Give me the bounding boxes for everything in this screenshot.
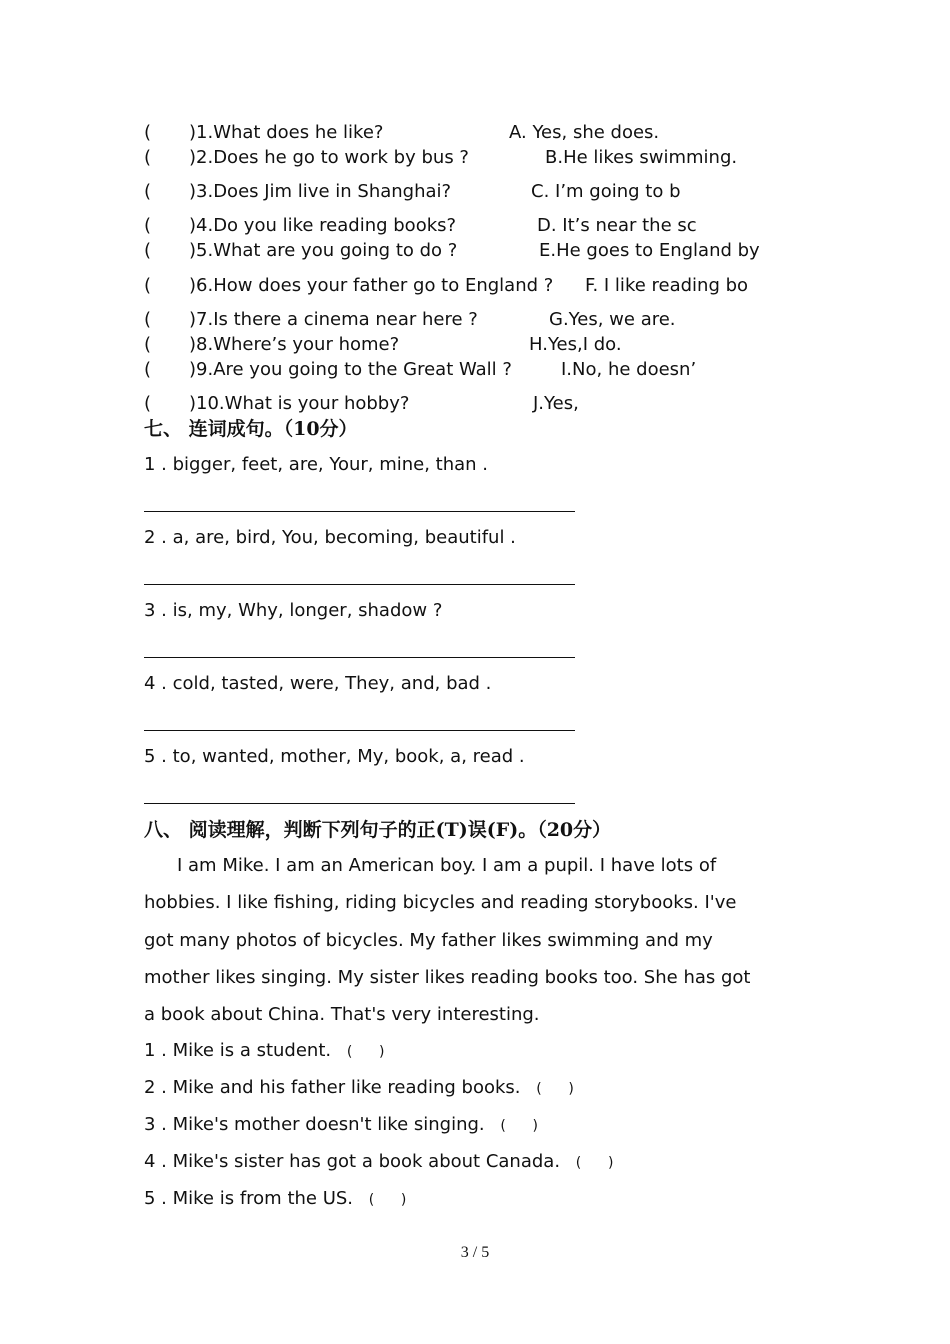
answer-d: D. It’s near the sc	[537, 215, 697, 236]
answer-f: F. I like reading bo	[585, 275, 749, 296]
passage-line-2: hobbies. I like fishing, riding bicycles and reading storybooks. I've	[144, 892, 737, 913]
q1-text: )1.What does he like?	[189, 122, 384, 143]
section-7-heading: 七、 连词成句。（10分）	[144, 418, 358, 440]
answer-a: A. Yes, she does.	[509, 122, 660, 143]
statement-5	[144, 1188, 406, 1211]
answer-i: I.No, he doesn’	[561, 359, 697, 380]
answer-line-1	[144, 511, 575, 512]
statement-2-blank: ( )	[536, 1081, 574, 1097]
sentence-item-2: 2 . a, are, bird, You, becoming, beautiful .	[144, 527, 516, 548]
q7-text: )7.Is there a cinema near here ?	[189, 309, 478, 330]
answer-line-3	[144, 657, 575, 658]
q9-open-paren: (	[144, 359, 152, 380]
answer-b: B.He likes swimming.	[545, 147, 738, 168]
q7-open-paren: (	[144, 309, 152, 330]
q4-open-paren: (	[144, 215, 152, 236]
statement-3	[144, 1114, 538, 1137]
answer-line-5	[144, 803, 575, 804]
q9-text: )9.Are you going to the Great Wall ?	[189, 359, 512, 380]
statement-1-text: 1 . Mike is a student.	[144, 1040, 332, 1061]
sentence-item-1: 1 . bigger, feet, are, Your, mine, than .	[144, 454, 489, 475]
q2-text: )2.Does he go to work by bus ?	[189, 147, 469, 168]
answer-g: G.Yes, we are.	[549, 309, 676, 330]
sentence-item-3: 3 . is, my, Why, longer, shadow ?	[144, 600, 443, 621]
q6-text: )6.How does your father go to England ?	[189, 275, 554, 296]
q10-text: )10.What is your hobby?	[189, 393, 410, 414]
q8-text: )8.Where’s your home?	[189, 334, 400, 355]
section-8-heading: 八、 阅读理解，判断下列句子的正(T)误(F)。（20分）	[144, 819, 612, 841]
statement-2-text: 2 . Mike and his father like reading books.	[144, 1077, 521, 1098]
q1-open-paren: (	[144, 122, 152, 143]
q2-open-paren: (	[144, 147, 152, 168]
passage-line-4: mother likes singing. My sister likes reading books too. She has got	[144, 967, 751, 988]
answer-line-4	[144, 730, 575, 731]
answer-line-2	[144, 584, 575, 585]
q10-open-paren: (	[144, 393, 152, 414]
answer-c: C. I’m going to b	[531, 181, 681, 202]
statement-1-blank: ( )	[346, 1044, 385, 1060]
q4-text: )4.Do you like reading books?	[189, 215, 457, 236]
statement-4	[144, 1151, 613, 1174]
statement-1	[144, 1040, 384, 1063]
q8-open-paren: (	[144, 334, 152, 355]
statement-4-blank: ( )	[575, 1155, 614, 1171]
q5-open-paren: (	[144, 240, 152, 261]
statement-3-text: 3 . Mike's mother doesn't like singing.	[144, 1114, 485, 1135]
answer-e: E.He goes to England by	[539, 240, 760, 261]
statement-3-blank: ( )	[500, 1118, 538, 1134]
statement-5-blank: ( )	[368, 1192, 407, 1208]
statement-2	[144, 1077, 574, 1100]
q3-open-paren: (	[144, 181, 152, 202]
q6-open-paren: (	[144, 275, 152, 296]
passage-line-1: I am Mike. I am an American boy. I am a pupil. I have lots of	[177, 855, 717, 876]
page-number: 3 / 5	[460, 1244, 490, 1261]
statement-4-text: 4 . Mike's sister has got a book about Canada.	[144, 1151, 561, 1172]
q3-text: )3.Does Jim live in Shanghai?	[189, 181, 452, 202]
passage-line-5: a book about China. That's very interesting.	[144, 1004, 540, 1025]
q5-text: )5.What are you going to do ?	[189, 240, 458, 261]
answer-j: J.Yes,	[533, 393, 579, 414]
sentence-item-5: 5 . to, wanted, mother, My, book, a, read .	[144, 746, 525, 767]
sentence-item-4: 4 . cold, tasted, were, They, and, bad .	[144, 673, 492, 694]
statement-5-text: 5 . Mike is from the US.	[144, 1188, 354, 1209]
passage-line-3: got many photos of bicycles. My father likes swimming and my	[144, 930, 713, 951]
answer-h: H.Yes,I do.	[529, 334, 622, 355]
